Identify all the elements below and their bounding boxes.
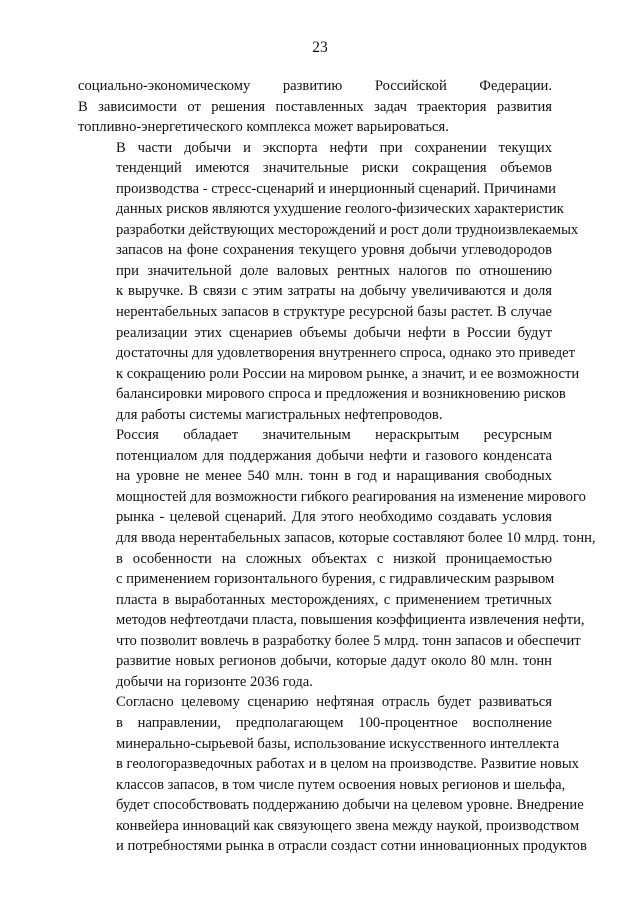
text-line: в особенности на сложных объектах с низкой проницаемостью [116,550,552,567]
text-line: данных рисков являются ухудшение геолого-физических характеристик [116,201,564,218]
text-line: и потребностями рынка в отрасли создаст сотни инновационных продуктов [116,838,587,855]
text-line: мощностей для возможности гибкого реагирования на изменение мирового [116,488,586,505]
text-line: к сокращению роли России на мировом рынке, а значит, и ее возможности [116,365,580,382]
text-line: добычи на горизонте 2036 года. [116,673,313,690]
text-line: пласта в выработанных месторождениях, с применением третичных [116,591,552,608]
text-line: что позволит вовлечь в разработку более 5 млрд. тонн запасов и обеспечит [116,632,581,649]
text-line: с применением горизонтального бурения, с гидравлическим разрывом [116,571,555,588]
text-line: Россия обладает значительным нераскрытым ресурсным [116,427,552,444]
text-line: будет способствовать поддержанию добычи на целевом уровне. Внедрение [116,797,584,814]
text-line: В зависимости от решения поставленных задач траектория развития [78,98,552,115]
paragraph-2 [78,138,580,426]
text-line: потенциалом для поддержания добычи нефти и газового конденсата [116,447,552,464]
text-line: В части добычи и экспорта нефти при сохранении текущих [116,139,552,156]
text-line: балансировки мирового спроса и предложения и возникновению рисков [116,386,566,403]
text-line: запасов на фоне сохранения текущего уровня добычи углеводородов [116,242,552,259]
text-line: методов нефтеотдачи пласта, повышения коэффициента извлечения нефти, [116,612,585,629]
text-line: производства - стресс-сценарий и инерционный сценарий. Причинами [116,180,556,197]
paragraph-4 [78,692,587,856]
text-line: минерально-сырьевой базы, использование искусственного интеллекта [116,735,560,752]
text-line: в направлении, предполагающем 100-процентное восполнение [116,714,552,731]
text-line: топливно-энергетического комплекса может варьироваться. [78,119,449,136]
text-line: для работы системы магистральных нефтепроводов. [116,406,443,423]
text-line: классов запасов, в том числе путем освоения новых регионов и шельфа, [116,776,566,793]
text-line: достаточны для удовлетворения внутреннего спроса, однако это приведет [116,345,576,362]
paragraph-3 [78,425,596,692]
page-number: 23 [312,39,328,56]
text-line: рынка - целевой сценарий. Для этого необходимо создавать условия [116,509,552,526]
text-line: к выручке. В связи с этим затраты на добычу увеличиваются и доля [116,283,552,300]
body-text [78,76,596,857]
text-line: Согласно целевому сценарию нефтяная отрасль будет развиваться [116,694,552,711]
text-line: для ввода нерентабельных запасов, которые составляют более 10 млрд. тонн, [116,530,596,547]
text-line: конвейера инноваций как связующего звена между наукой, производством [116,817,580,834]
text-line: нерентабельных запасов в структуре ресурсной базы растет. В случае [116,304,552,321]
text-line: на уровне не менее 540 млн. тонн в год и наращивания свободных [116,468,552,485]
text-line: социально-экономическому развитию Российской Федерации. [78,78,552,94]
paragraph-1 [78,76,552,138]
text-line: разработки действующих месторождений и рост доли трудноизвлекаемых [116,221,579,238]
text-line: развитие новых регионов добычи, которые дадут около 80 млн. тонн [116,653,552,670]
text-line: тенденций имеются значительные риски сокращения объемов [116,160,552,177]
text-line: в геологоразведочных работах и в целом на производстве. Развитие новых [116,756,579,773]
text-line: реализации этих сценариев объемы добычи нефти в России будут [116,324,552,341]
text-line: при значительной доле валовых рентных налогов по отношению [116,262,552,279]
